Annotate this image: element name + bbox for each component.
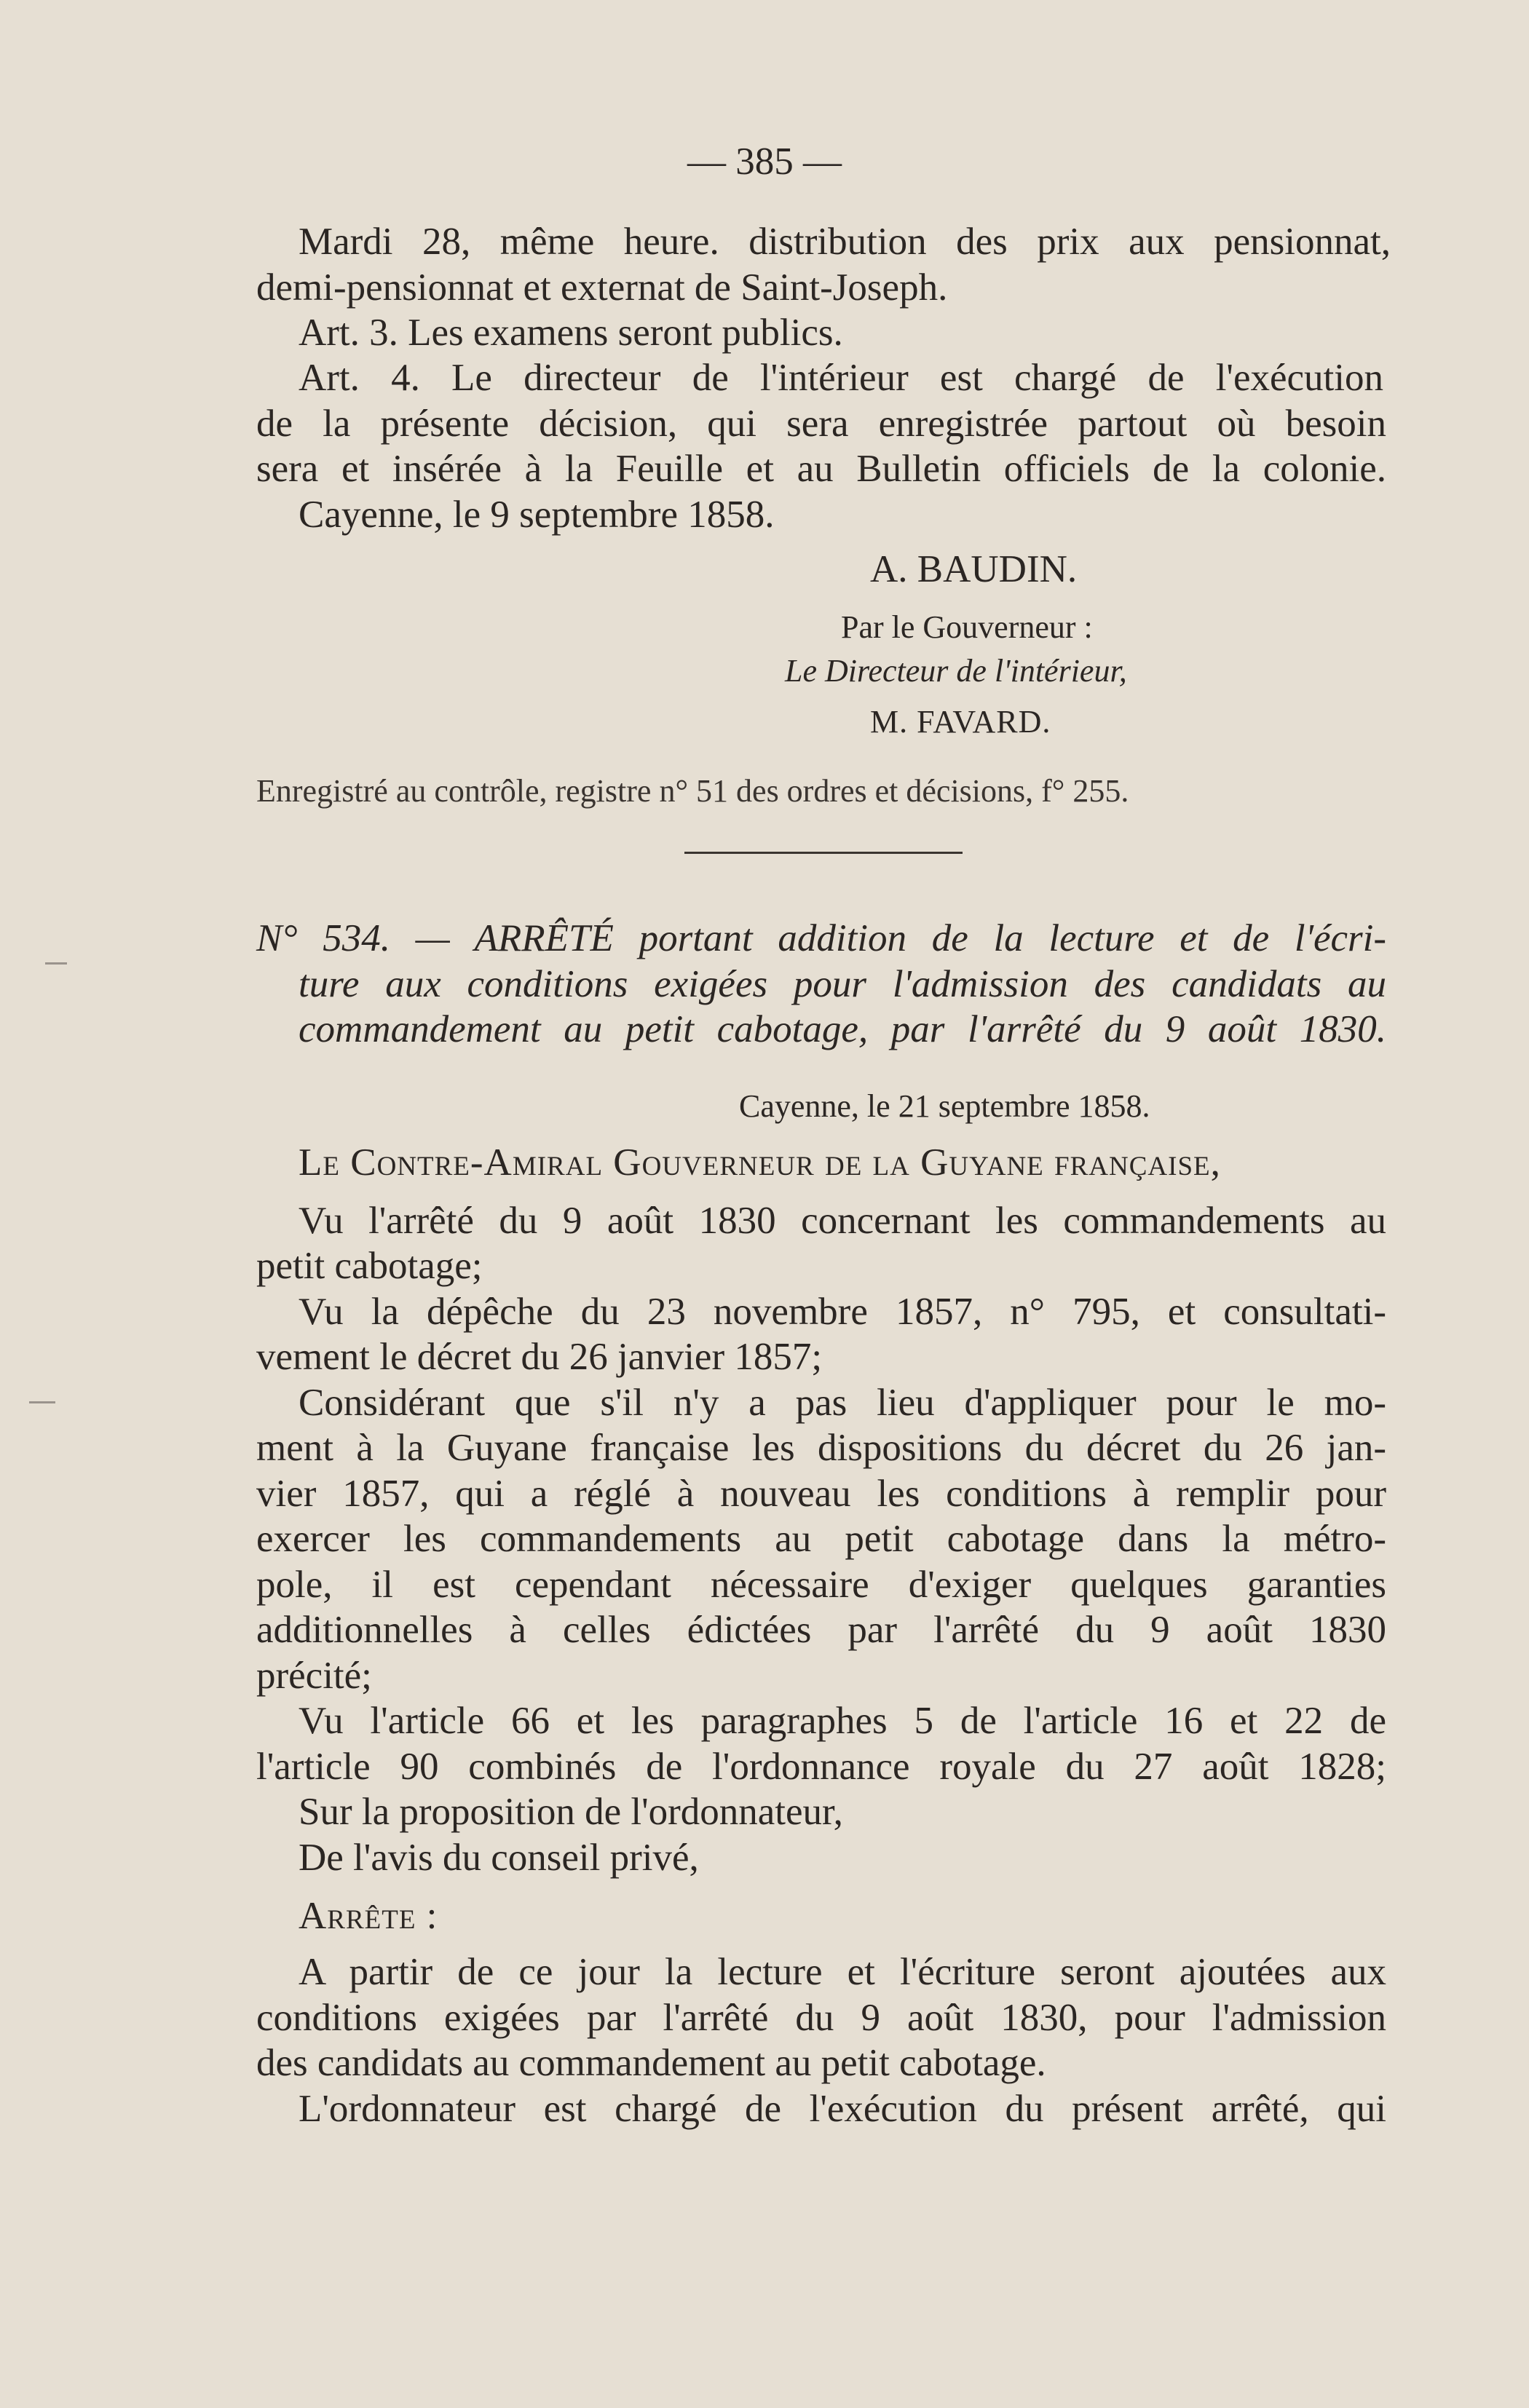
text-line: exercer les commandements au petit cabotage dans la métro- bbox=[256, 1518, 1386, 1560]
signatory-name: M. FAVARD. bbox=[870, 704, 1051, 740]
text-line: petit cabotage; bbox=[256, 1245, 483, 1287]
text-line: A partir de ce jour la lecture et l'écriture seront ajoutées aux bbox=[299, 1951, 1386, 1993]
arrete-heading-line: commandement au petit cabotage, par l'arrêté du 9 août 1830. bbox=[299, 1008, 1386, 1050]
text-line: précité; bbox=[256, 1655, 372, 1697]
text-line: Vu l'arrêté du 9 août 1830 concernant les commandements au bbox=[299, 1200, 1386, 1242]
text-line: Considérant que s'il n'y a pas lieu d'appliquer pour le mo- bbox=[299, 1382, 1386, 1424]
governor-line: Le Contre-Amiral Gouverneur de la Guyane française, bbox=[299, 1141, 1221, 1184]
arrete-heading-line: N° 534. — ARRÊTÉ portant addition de la lecture et de l'écri- bbox=[256, 917, 1386, 959]
text-line: des candidats au commandement au petit cabotage. bbox=[256, 2042, 1046, 2084]
text-line: Art. 4. Le directeur de l'intérieur est chargé de l'exécution bbox=[299, 357, 1383, 399]
signatory-label: Par le Gouverneur : bbox=[841, 609, 1093, 645]
text-line: pole, il est cependant nécessaire d'exiger quelques garanties bbox=[256, 1564, 1386, 1606]
margin-mark bbox=[45, 962, 67, 965]
text-line: vier 1857, qui a réglé à nouveau les conditions à remplir pour bbox=[256, 1473, 1386, 1515]
text-line: ment à la Guyane française les dispositions du décret du 26 jan- bbox=[256, 1427, 1386, 1469]
text-line: Cayenne, le 9 septembre 1858. bbox=[299, 494, 775, 536]
text-line: L'ordonnateur est chargé de l'exécution du présent arrêté, qui bbox=[299, 2088, 1386, 2130]
text-line: Art. 3. Les examens seront publics. bbox=[299, 312, 843, 354]
arrete-label: Arrête : bbox=[299, 1895, 438, 1937]
margin-mark bbox=[29, 1401, 55, 1403]
registration-note: Enregistré au contrôle, registre n° 51 des ordres et décisions, f° 255. bbox=[256, 773, 1129, 809]
text-line: vement le décret du 26 janvier 1857; bbox=[256, 1336, 823, 1378]
text-line: conditions exigées par l'arrêté du 9 août 1830, pour l'admission bbox=[256, 1997, 1386, 2039]
signatory-title: Le Directeur de l'intérieur, bbox=[785, 653, 1127, 689]
text-line: De l'avis du conseil privé, bbox=[299, 1837, 699, 1879]
text-line: additionnelles à celles édictées par l'arrêté du 9 août 1830 bbox=[256, 1609, 1386, 1651]
text-line: Sur la proposition de l'ordonnateur, bbox=[299, 1791, 843, 1833]
arrete-heading-line: ture aux conditions exigées pour l'admission des candidats au bbox=[299, 963, 1386, 1005]
text-line: Vu la dépêche du 23 novembre 1857, n° 795, et consultati- bbox=[299, 1291, 1386, 1333]
date-line: Cayenne, le 21 septembre 1858. bbox=[739, 1088, 1150, 1124]
text-line: Vu l'article 66 et les paragraphes 5 de l'article 16 et 22 de bbox=[299, 1700, 1386, 1742]
text-line: demi-pensionnat et externat de Saint-Joseph. bbox=[256, 266, 948, 309]
signature-name: A. BAUDIN. bbox=[870, 548, 1078, 590]
text-line: l'article 90 combinés de l'ordonnance royale du 27 août 1828; bbox=[256, 1746, 1386, 1788]
page-number: — 385 — bbox=[687, 140, 842, 183]
text-line: de la présente décision, qui sera enregistrée partout où besoin bbox=[256, 403, 1386, 445]
text-line: Mardi 28, même heure. distribution des prix aux pensionnat, bbox=[299, 221, 1391, 263]
section-divider bbox=[684, 852, 963, 854]
text-line: sera et insérée à la Feuille et au Bulletin officiels de la colonie. bbox=[256, 448, 1386, 490]
